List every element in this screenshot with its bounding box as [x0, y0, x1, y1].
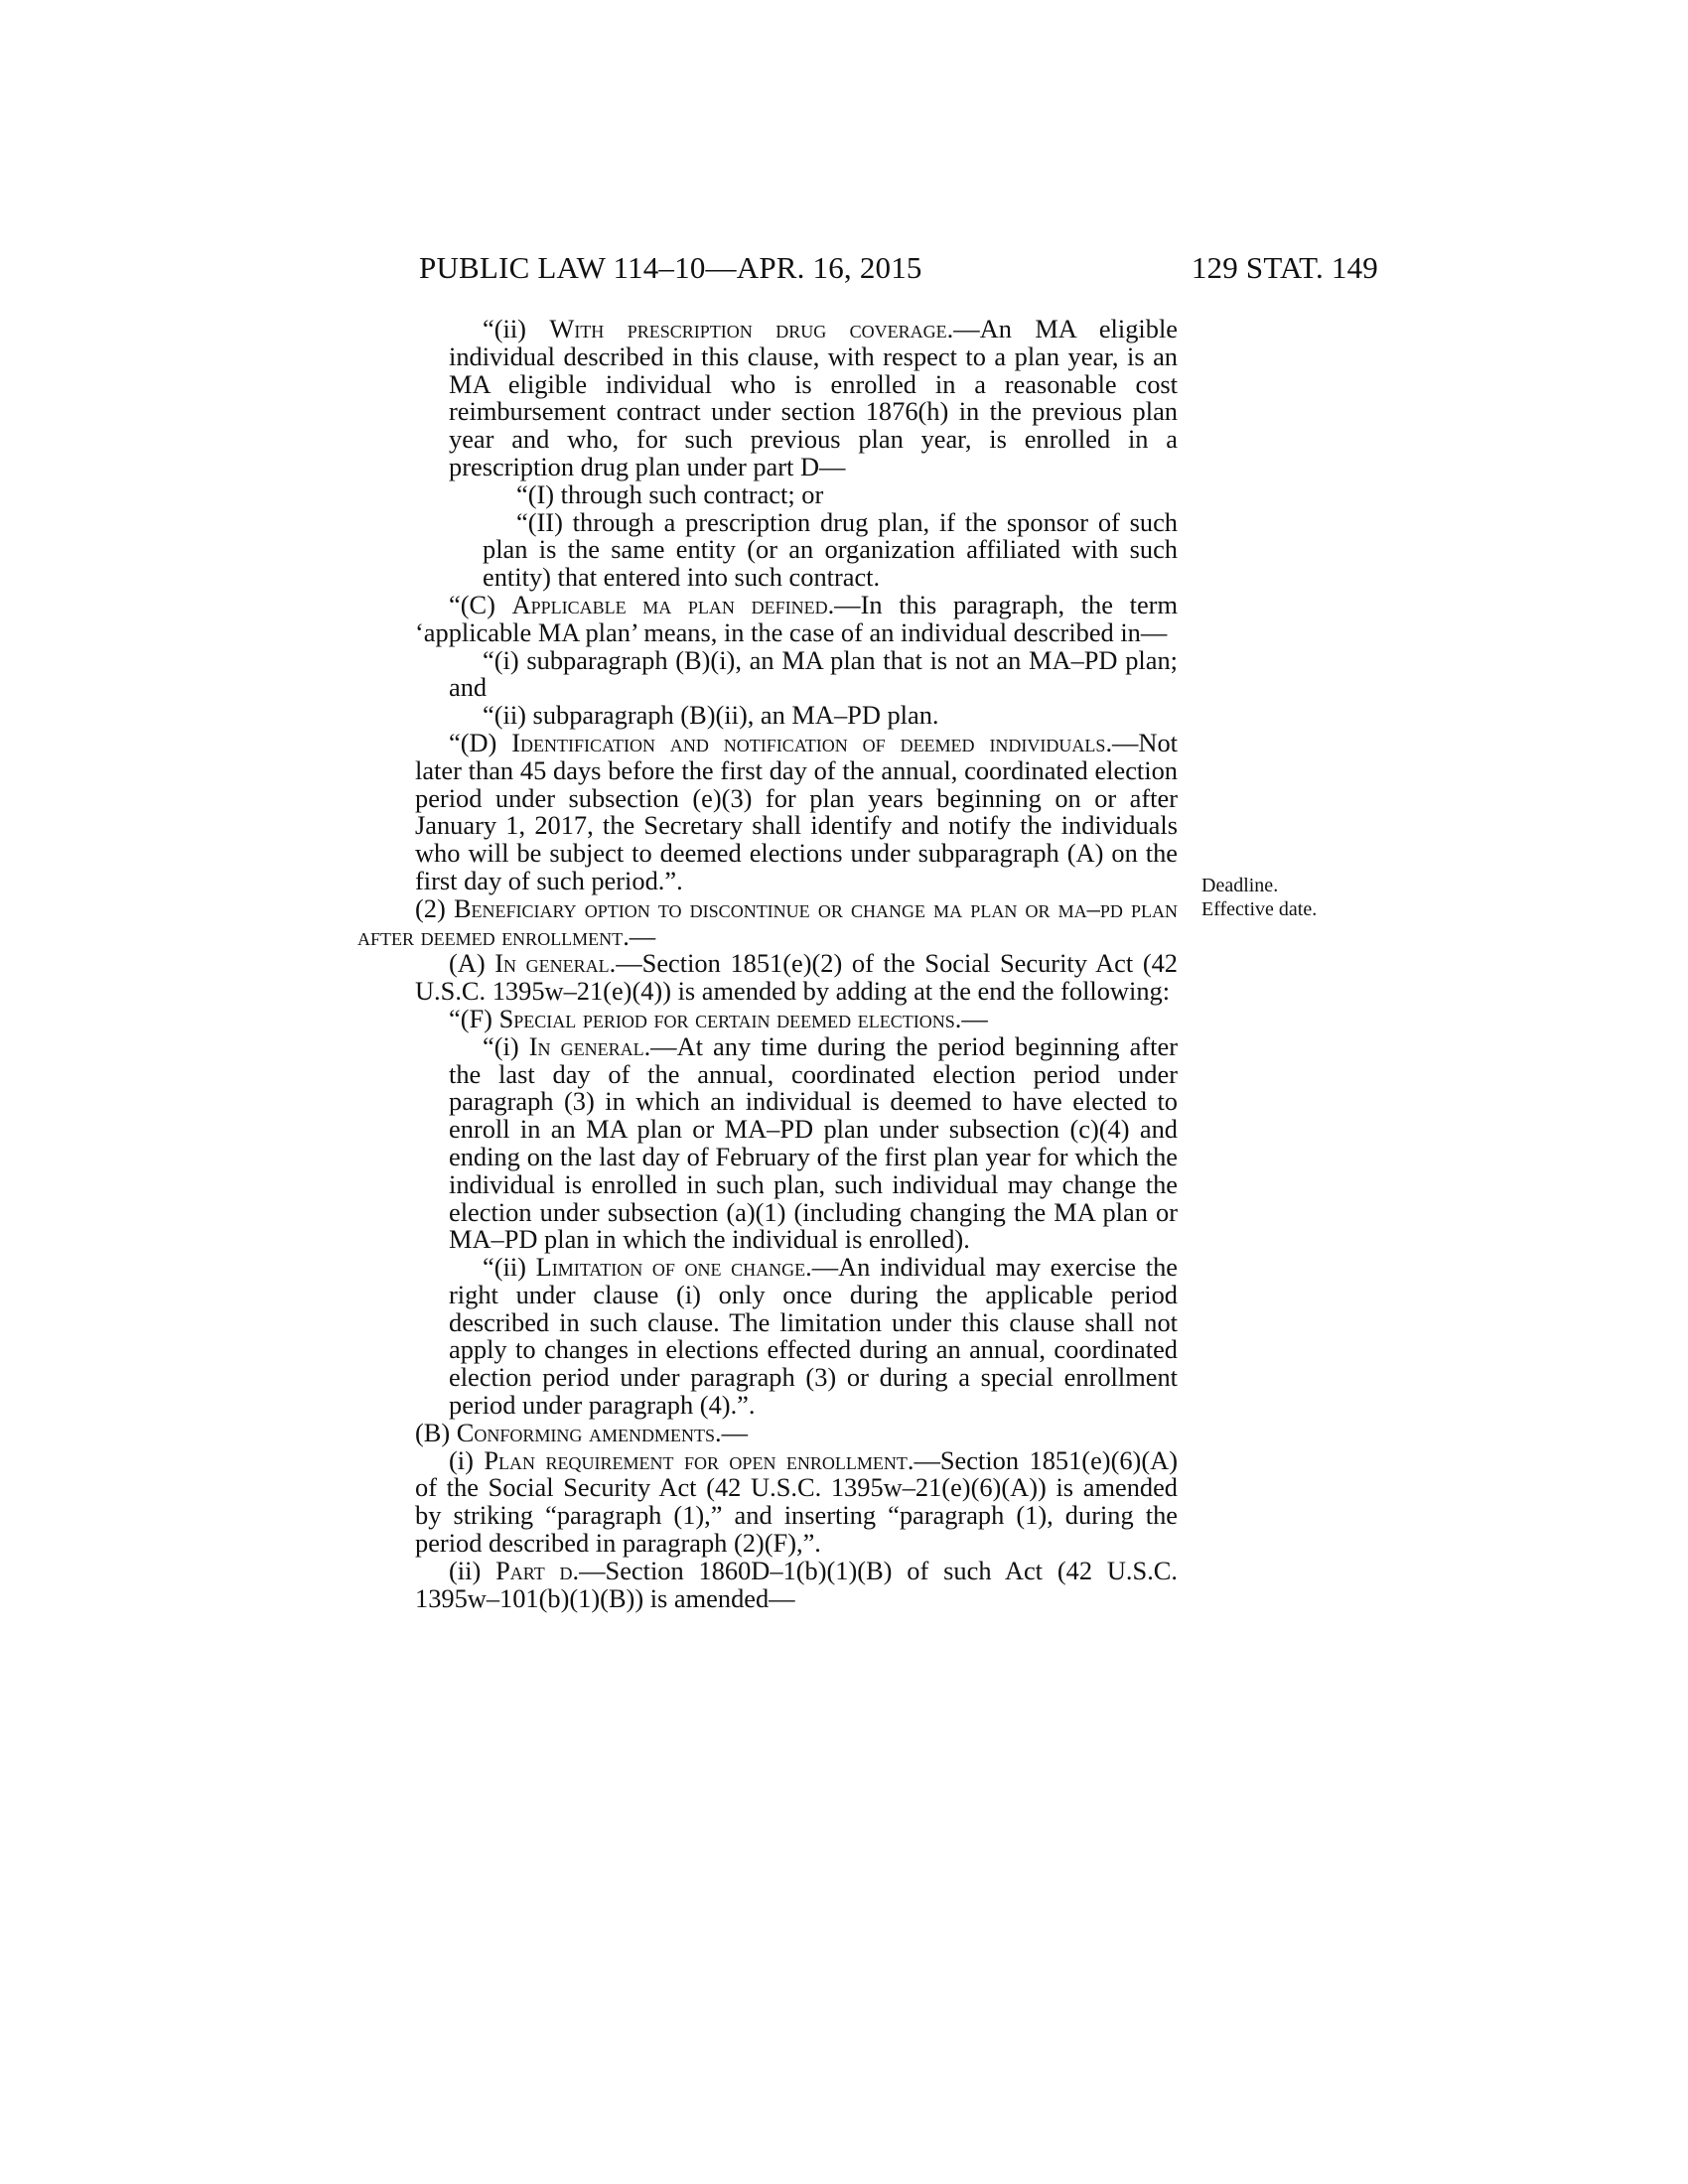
subclause-I: “(I) through such contract; or [516, 478, 824, 509]
clause-ii-subparagraph: “(ii) subparagraph (B)(ii), an MA–PD plan. [483, 700, 939, 731]
subparagraph-F: “(F) Special period for certain deemed elections.— [449, 1003, 988, 1033]
margin-note-deadline: Deadline. [1201, 875, 1279, 896]
margin-note-effective-date: Effective date. [1201, 898, 1318, 920]
subclause-II: “(II) through a prescription drug plan, if the sponsor of such plan is the same entity (or an organization affiliated with such entity) that entered into such contract. [483, 506, 1178, 593]
clause-ii-limitation: “(ii) Limitation of one change.—An individual may exercise the right under clause (i) only once during the applicable period described in such clause. The limitation under this clause shall not apply to changes in elections effected during an annual, coordinated election period under paragraph (3) or during a special enrollment period under paragraph (4).”. [449, 1252, 1178, 1421]
subparagraph-C: “(C) Applicable ma plan defined.—In this paragraph, the term ‘applicable MA plan’ means, in the case of an individual described in— [415, 589, 1178, 647]
document-body [357, 314, 1179, 1613]
subparagraph-A: (A) In general.—Section 1851(e)(2) of the Social Security Act (42 U.S.C. 1395w–21(e)(4)) is amended by adding at the end the following: [415, 948, 1179, 1007]
subparagraph-D: “(D) Identification and notification of deemed individuals.—Not later than 45 days before the first day of the annual, coordinated election period under subsection (e)(3) for plan years beginning on or after January 1, 2017, the Secretary shall identify and notify the individuals who will be subject to deemed elections under subparagraph (A) on the first day of such period.”. [415, 727, 1179, 895]
clause-i-general: “(i) In general.—At any time during the period beginning after the last day of the annual, coordinated election period under paragraph (3) in which an individual is deemed to have elected to enroll in an MA plan or MA–PD plan under subsection (c)(4) and ending on the last day of February of the first plan year for which the individual is enrolled in such plan, such individual may change the election under subsection (a)(1) (including changing the MA plan or MA–PD plan in which the individual is enrolled). [449, 1030, 1178, 1255]
clause-i-subparagraph: “(i) subparagraph (B)(i), an MA plan that is not an MA–PD plan; and [449, 644, 1178, 703]
subparagraph-B: (B) Conforming amendments.— [415, 1417, 748, 1447]
clause-i-open-enrollment: (i) Plan requirement for open enrollment.—Section 1851(e)(6)(A) of the Social Security Act (42 U.S.C. 1395w–21(e)(6)(A)) is amended by striking “paragraph (1),” and inserting “paragraph (1), during the period described in paragraph (2)(F),”. [415, 1444, 1178, 1559]
page-number: 129 STAT. 149 [1191, 250, 1378, 285]
margin-notes [1201, 874, 1317, 921]
clause-ii-part-d: (ii) Part d.—Section 1860D–1(b)(1)(B) of such Act (42 U.S.C. 1395w–101(b)(1)(B)) is amended— [415, 1555, 1178, 1613]
running-head-title: PUBLIC LAW 114–10—APR. 16, 2015 [419, 250, 922, 285]
clause-ii-prescription: “(ii) With prescription drug coverage.—An MA eligible individual described in this clause, with respect to a plan year, is an MA eligible individual who is enrolled in a reasonable cost reimbursement contract under section 1876(h) in the previous plan year and who, for such previous plan year, is enrolled in a prescription drug plan under part D— [449, 314, 1178, 481]
paragraph-2: (2) Beneficiary option to discontinue or change ma plan or ma–pd plan after deemed enrollment.— [357, 892, 1179, 951]
